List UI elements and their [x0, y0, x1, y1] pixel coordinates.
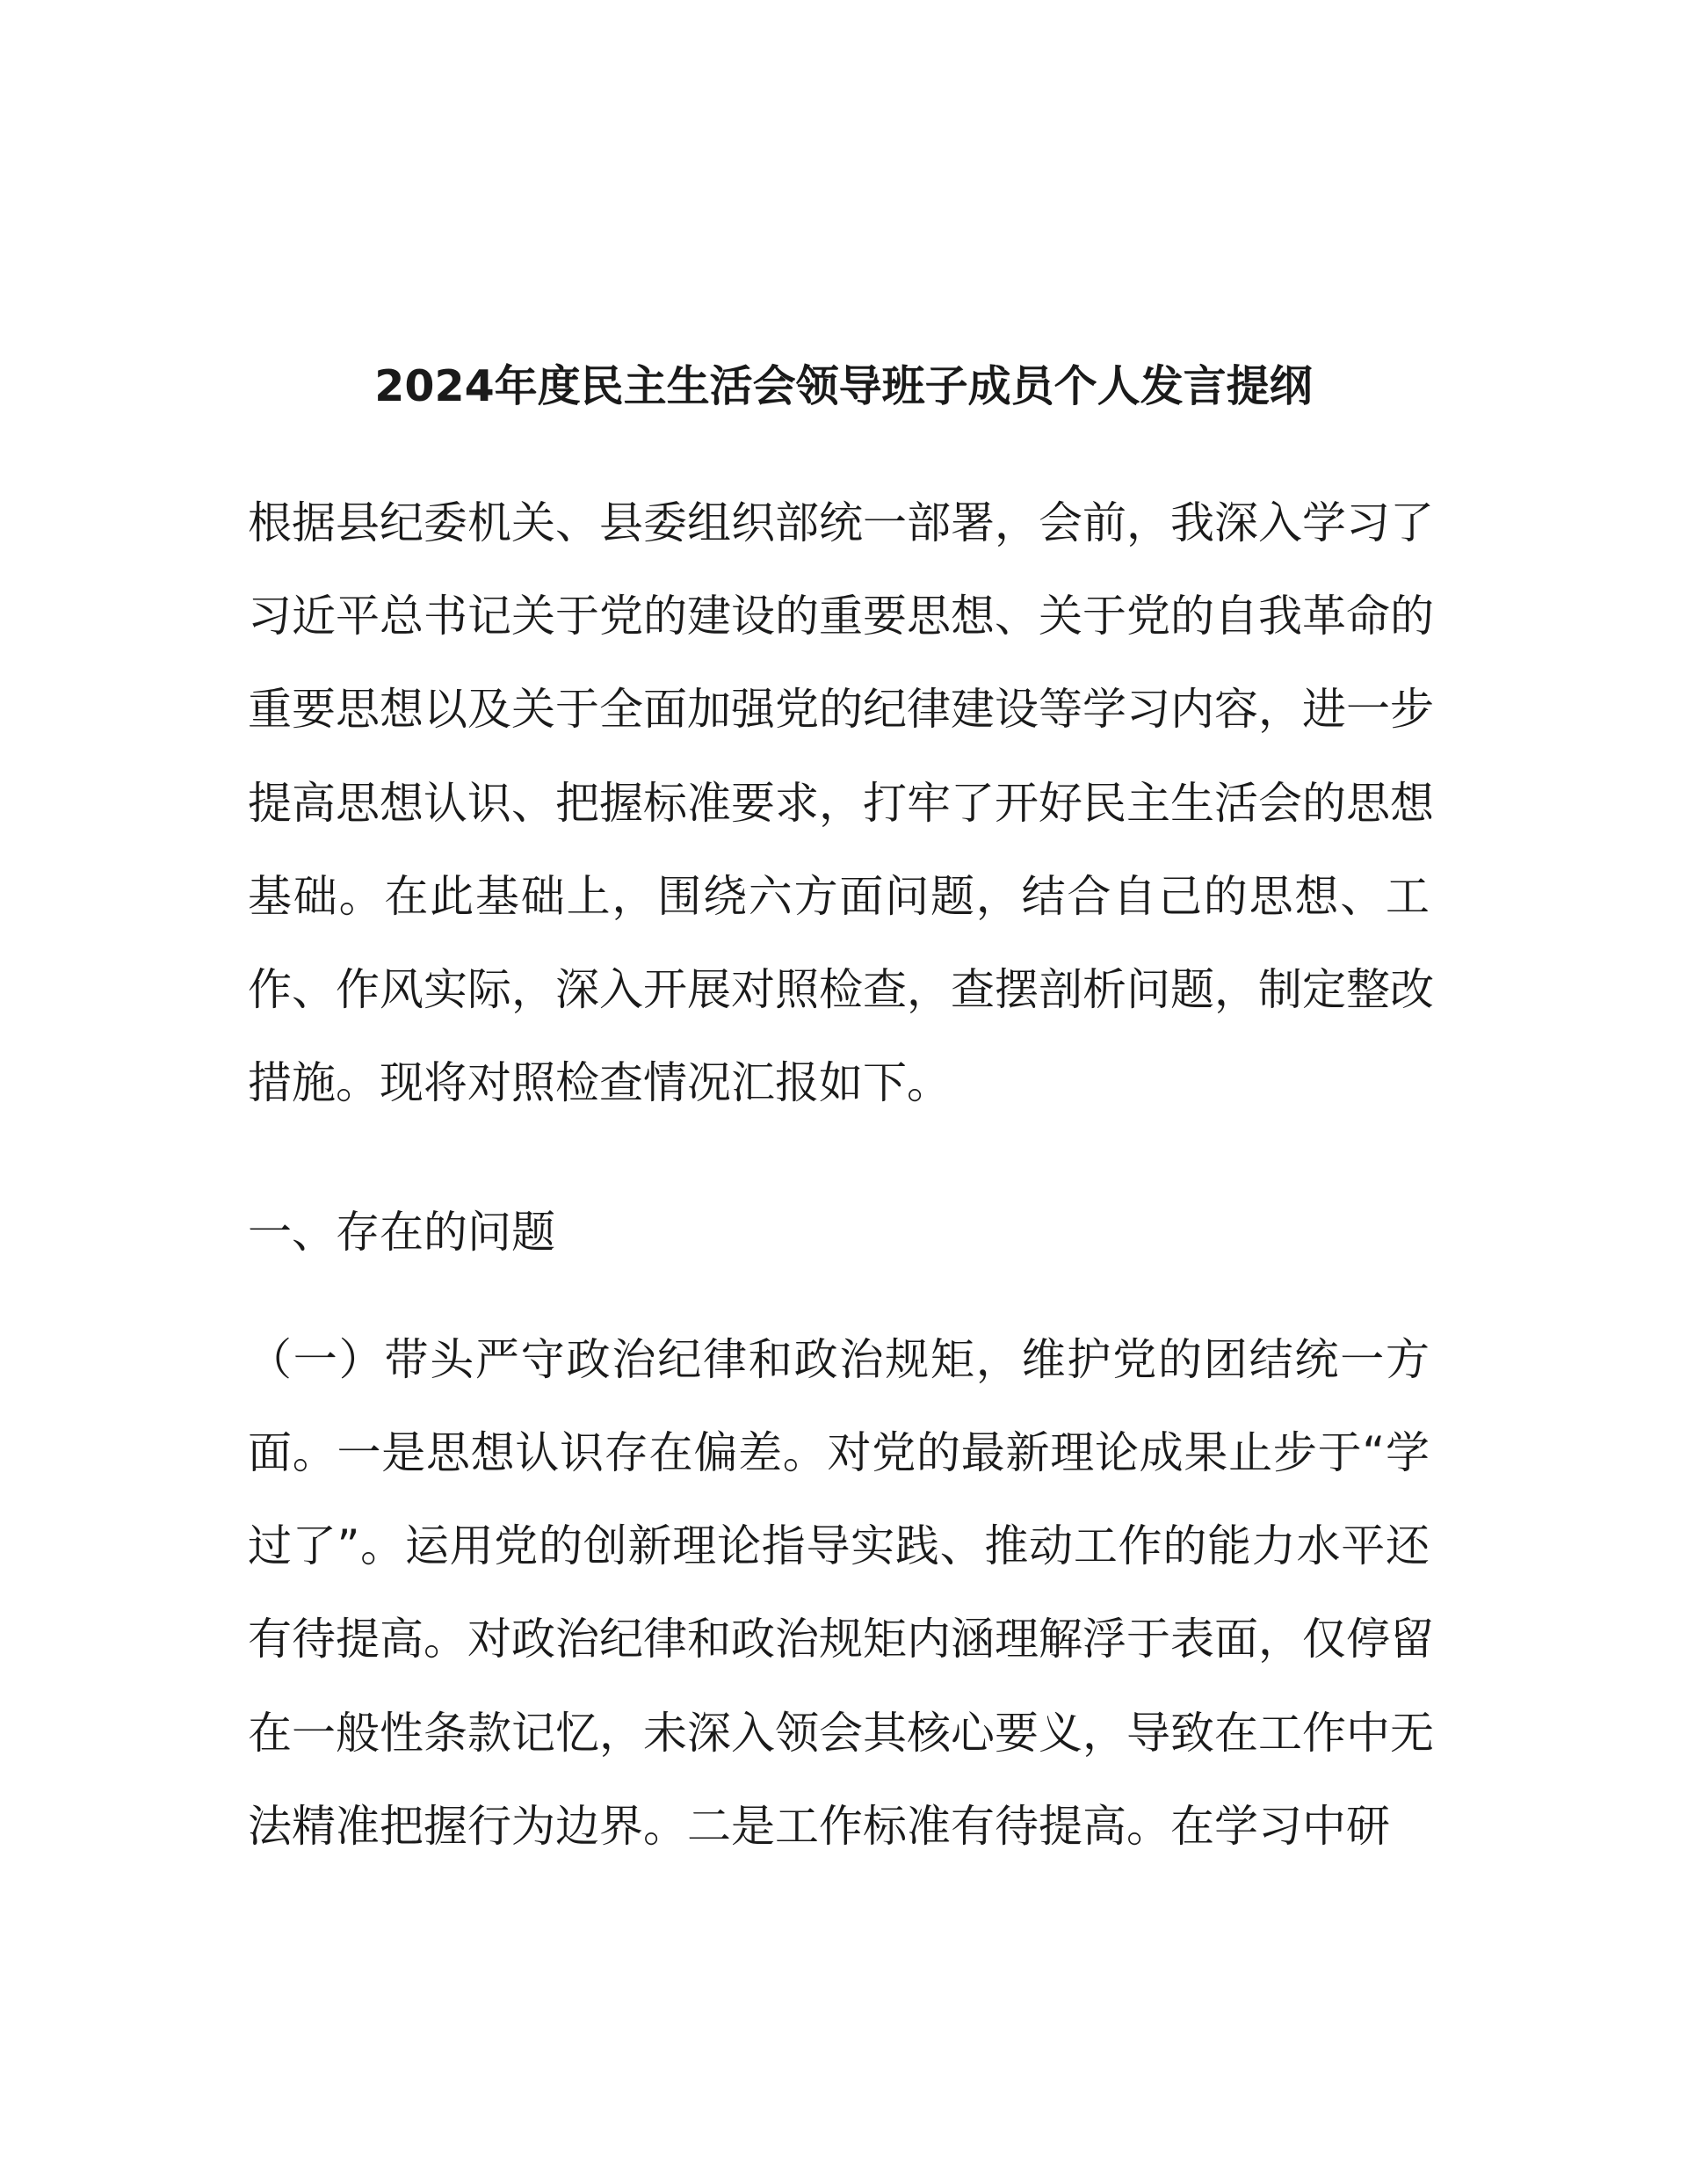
intro-line: 习近平总书记关于党的建设的重要思想、关于党的自我革命的	[248, 591, 1434, 642]
document-title: 2024年度民主生活会领导班子成员个人发言提纲	[374, 361, 1313, 411]
intro-line: 措施。现将对照检查情况汇报如下。	[248, 1057, 951, 1108]
section-heading: 一、存在的问题	[248, 1207, 555, 1258]
intro-line: 基础。在此基础上，围绕六方面问题，结合自己的思想、工	[248, 871, 1430, 922]
intro-line: 作、作风实际，深入开展对照检查，查摆剖析问题，制定整改	[248, 964, 1434, 1015]
subsection-line: 有待提高。对政治纪律和政治规矩内涵理解浮于表面，仅停留	[248, 1614, 1434, 1665]
subsection-line: 在一般性条款记忆，未深入领会其核心要义，导致在工作中无	[248, 1708, 1434, 1759]
subsection-line: 面。一是思想认识存在偏差。对党的最新理论成果止步于“学	[248, 1427, 1430, 1478]
intro-line: 重要思想以及关于全面加强党的纪律建设等学习内容，进一步	[248, 684, 1434, 735]
subsection-line: 法精准把握行为边界。二是工作标准有待提高。在学习中研	[248, 1801, 1390, 1852]
intro-line: 提高思想认识、把握标准要求，打牢了开好民主生活会的思想	[248, 778, 1434, 829]
subsection-line: （一）带头严守政治纪律和政治规矩，维护党的团结统一方	[248, 1334, 1430, 1385]
intro-line: 根据县纪委机关、县委组织部统一部署，会前，我深入学习了	[248, 497, 1434, 548]
subsection-line: 过了”。运用党的创新理论指导实践、推动工作的能力水平还	[248, 1520, 1430, 1571]
